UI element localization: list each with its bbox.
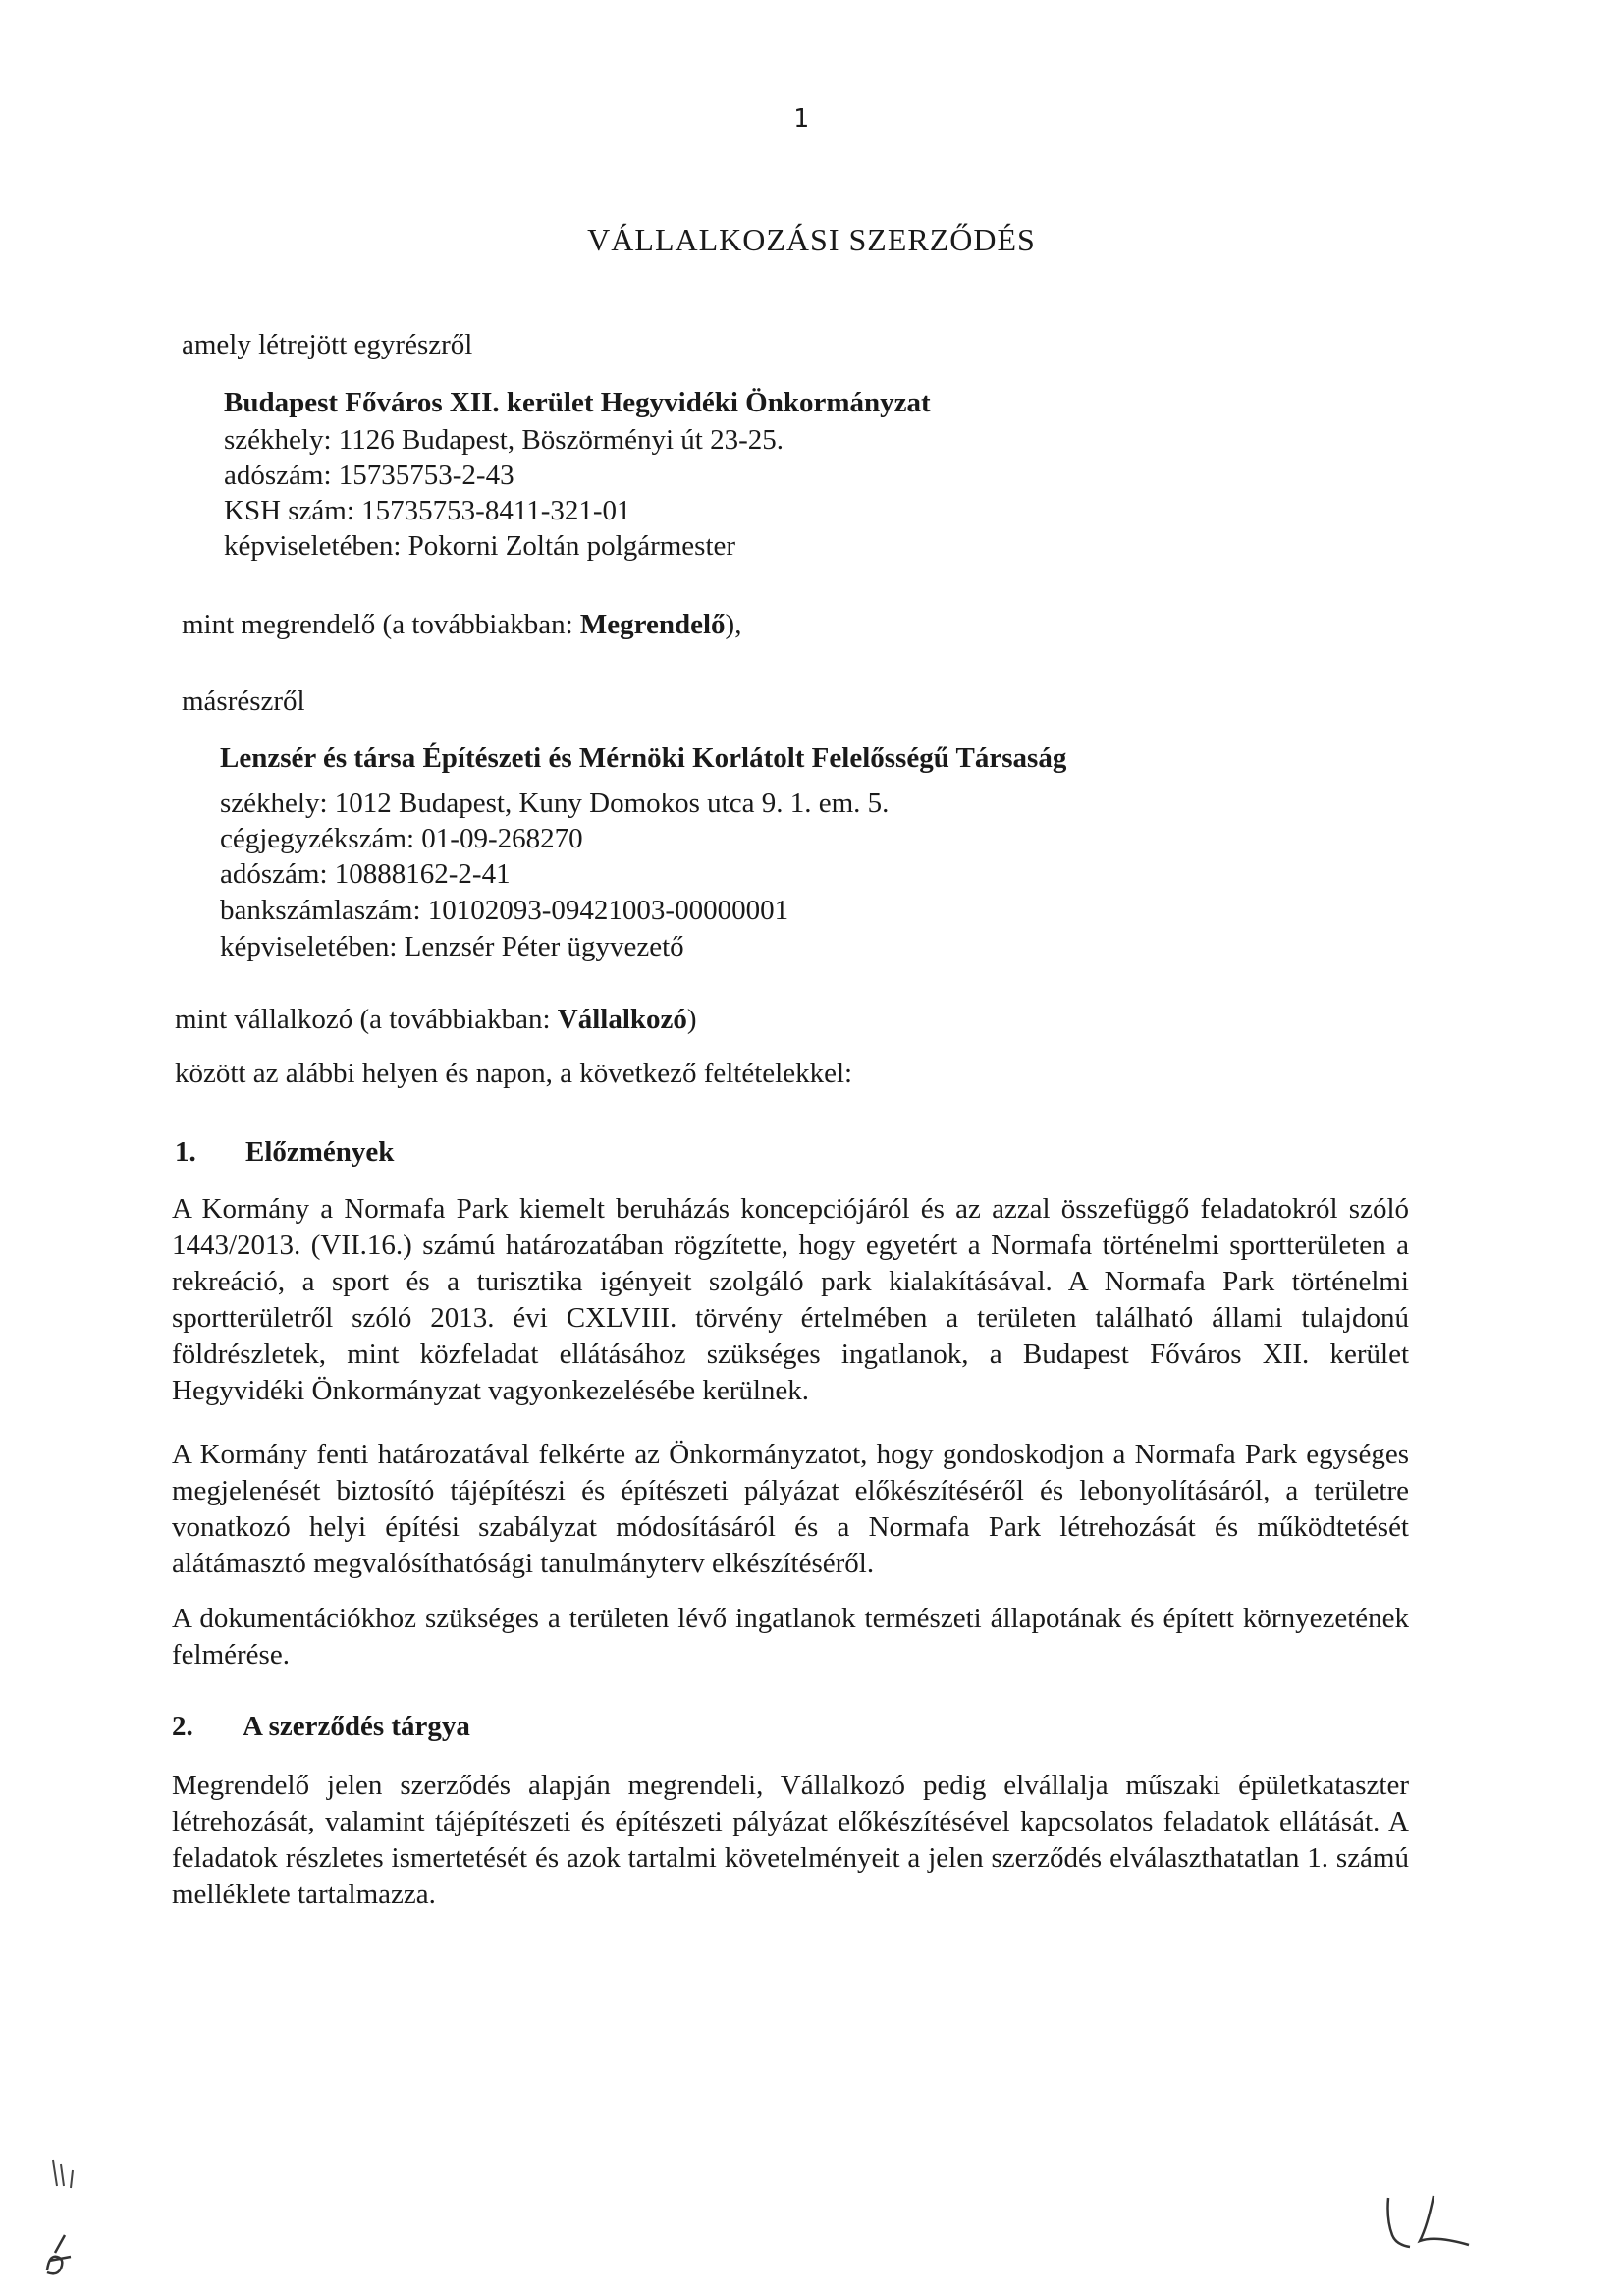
party2-role-name: Vállalkozó <box>557 1004 687 1035</box>
section-paragraph: A dokumentációkhoz szükséges a területen lévő ingatlanok természeti állapotának és épített környezetének felmérése. <box>172 1603 1409 1670</box>
section-paragraph: A Kormány fenti határozatával felkérte az Önkormányzatot, hogy gondoskodjon a Normafa Park egységes megjelenését biztosító tájépítészi és építészeti pályázat előkészítéséről és lebonyolításáról, a területre vonatkozó helyi építési szabályzat módosításáról és a Normafa Park létrehozását és működtetését alátámasztó megvalósíthatósági tanulmányterv elkészítéséről. <box>172 1439 1409 1579</box>
other-side-text: másrészről <box>182 685 305 717</box>
party2-bank-account: bankszámlaszám: 10102093-09421003-00000001 <box>220 895 789 926</box>
section-heading <box>175 1136 394 1169</box>
party1-seat: székhely: 1126 Budapest, Böszörményi út 23-25. <box>224 424 784 456</box>
intro-text: amely létrejött egyrészről <box>182 329 473 360</box>
section-title: Előzmények <box>245 1136 395 1168</box>
party2-role-prefix: mint vállalkozó (a továbbiakban: <box>175 1004 558 1035</box>
section-title: A szerződés tárgya <box>243 1711 470 1742</box>
party1-role <box>182 607 741 642</box>
party2-role-suffix: ) <box>686 1004 697 1035</box>
party1-tax-number: adószám: 15735753-2-43 <box>224 460 514 491</box>
section-number: 2. <box>172 1711 193 1742</box>
party1-role-name: Megrendelő <box>579 609 726 640</box>
party1-name: Budapest Főváros XII. kerület Hegyvidéki Önkormányzat <box>224 387 931 418</box>
party2-role <box>175 1002 697 1037</box>
handwritten-initials-left <box>35 2151 94 2278</box>
party2-seat: székhely: 1012 Budapest, Kuny Domokos utca 9. 1. em. 5. <box>220 788 890 819</box>
page-number: 1 <box>793 104 809 134</box>
party1-ksh-number: KSH szám: 15735753-8411-321-01 <box>224 495 631 526</box>
conditions-text: között az alábbi helyen és napon, a következő feltételekkel: <box>175 1058 853 1089</box>
party1-representative: képviseletében: Pokorni Zoltán polgármester <box>224 530 736 562</box>
party1-role-suffix: ), <box>725 609 742 640</box>
party2-representative: képviseletében: Lenzsér Péter ügyvezető <box>220 931 684 962</box>
section-heading <box>172 1711 470 1743</box>
section-number: 1. <box>175 1136 196 1168</box>
party2-name: Lenzsér és társa Építészeti és Mérnöki Korlátolt Felelősségű Társaság <box>220 742 1067 774</box>
section-paragraph: A Kormány a Normafa Park kiemelt beruházás koncepciójáról és az azzal összefüggő feladatokról szóló 1443/2013. (VII.16.) számú határozatában rögzítette, hogy egyetért a Normafa történelmi sportterületen a rekreáció, a sport és a turisztika igényeit szolgáló park kialakításával. A Normafa Park történelmi sportterületről szóló 2013. évi CXLVIII. törvény értelmében a területen található állami tulajdonú földrészletek, mint közfeladat ellátásához szükséges ingatlanok, a Budapest Főváros XII. kerület Hegyvidéki Önkormányzat vagyonkezelésébe kerülnek. <box>172 1193 1409 1406</box>
section-paragraph: Megrendelő jelen szerződés alapján megrendeli, Vállalkozó pedig elvállalja műszaki épületkataszter létrehozását, valamint tájépítészeti és építészeti pályázat előkészítésével kapcsolatos feladatok ellátását. A feladatok részletes ismertetését és azok tartalmi követelményeit a jelen szerződés elválaszthatatlan 1. számú melléklete tartalmazza. <box>172 1770 1409 1910</box>
document-title: VÁLLALKOZÁSI SZERZŐDÉS <box>587 222 1036 257</box>
party2-registration: cégjegyzékszám: 01-09-268270 <box>220 823 583 854</box>
handwritten-initials-right <box>1375 2190 1483 2259</box>
party1-role-prefix: mint megrendelő (a továbbiakban: <box>182 609 580 640</box>
party2-tax-number: adószám: 10888162-2-41 <box>220 858 511 890</box>
